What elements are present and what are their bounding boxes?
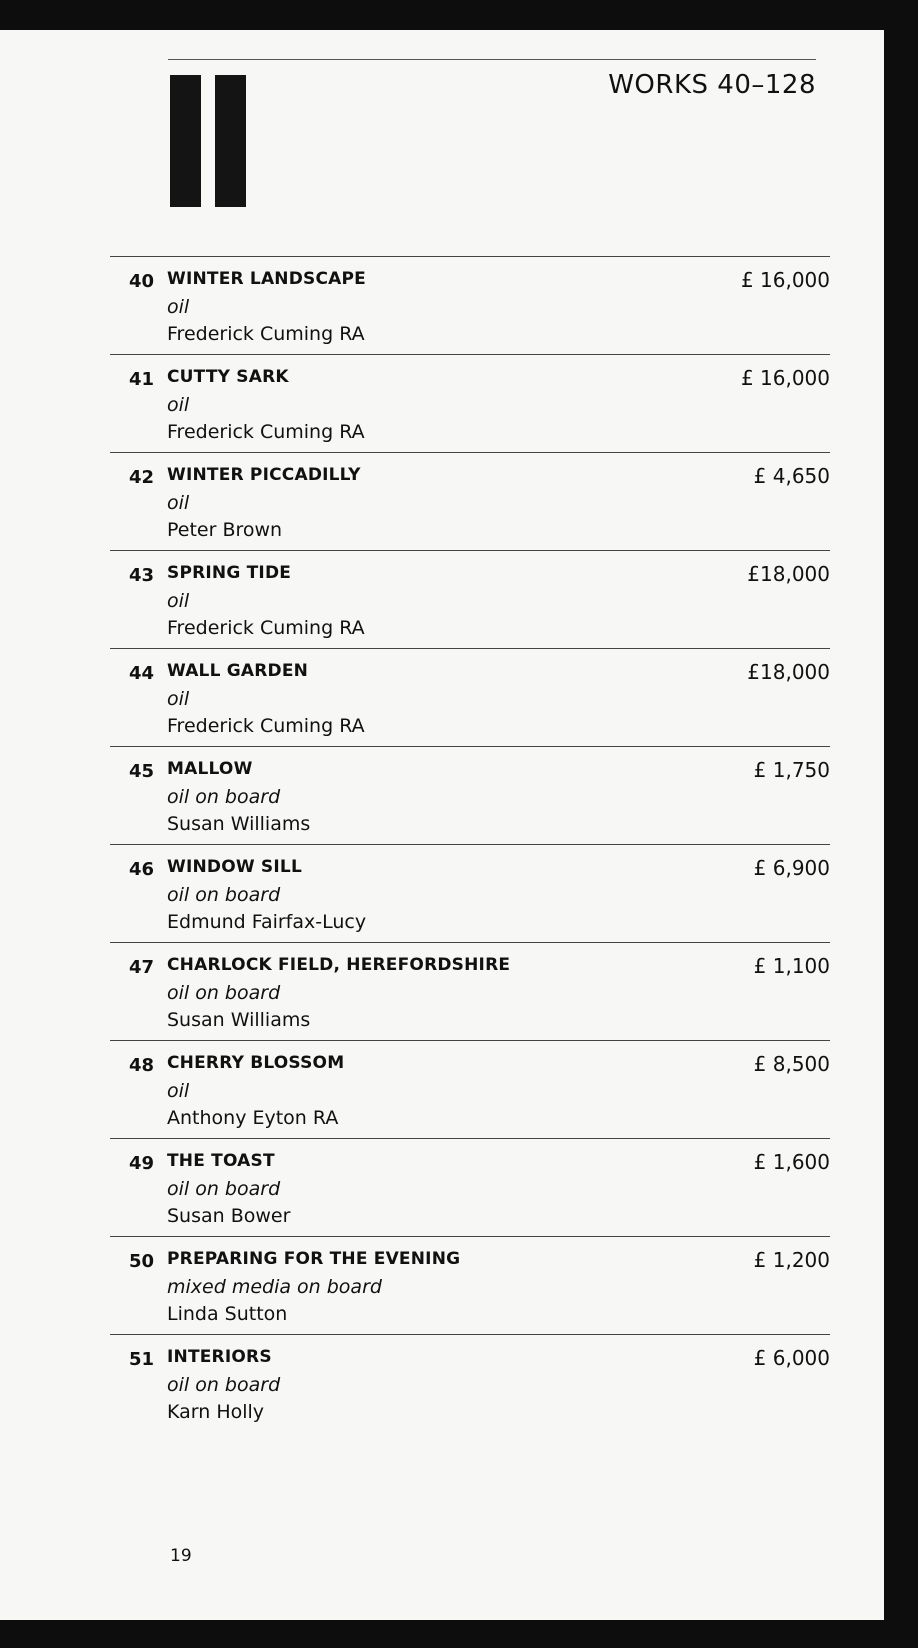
work-artist: Susan Bower	[167, 1205, 291, 1227]
work-number: 51	[128, 1349, 154, 1370]
page-number: 19	[170, 1546, 192, 1566]
numeral-bar	[170, 75, 201, 207]
work-number: 46	[128, 859, 154, 880]
work-artist: Linda Sutton	[167, 1303, 288, 1325]
work-entry	[110, 844, 830, 942]
work-title: WALL GARDEN	[167, 661, 309, 681]
works-list	[110, 256, 830, 1432]
work-price: £ 1,200	[753, 1248, 830, 1272]
work-title: INTERIORS	[167, 1347, 272, 1367]
work-entry	[110, 942, 830, 1040]
work-medium: mixed media on board	[167, 1276, 382, 1298]
numeral-bar	[215, 75, 246, 207]
work-medium: oil	[167, 688, 190, 710]
work-price: £ 4,650	[753, 464, 830, 488]
work-entry	[110, 1040, 830, 1138]
work-number: 44	[128, 663, 154, 684]
work-artist: Peter Brown	[167, 519, 283, 541]
work-entry	[110, 550, 830, 648]
work-artist: Frederick Cuming RA	[167, 323, 365, 345]
work-price: £ 1,100	[753, 954, 830, 978]
work-number: 41	[128, 369, 154, 390]
work-medium: oil	[167, 492, 190, 514]
work-title: WINDOW SILL	[167, 857, 302, 877]
work-entry	[110, 746, 830, 844]
work-number: 40	[128, 271, 154, 292]
work-entry	[110, 354, 830, 452]
work-entry	[110, 1236, 830, 1334]
work-medium: oil	[167, 394, 190, 416]
work-artist: Frederick Cuming RA	[167, 715, 365, 737]
work-title: PREPARING FOR THE EVENING	[167, 1249, 461, 1269]
work-price: £ 1,750	[753, 758, 830, 782]
work-number: 43	[128, 565, 154, 586]
work-price: £ 6,900	[753, 856, 830, 880]
work-medium: oil on board	[167, 1178, 281, 1200]
work-number: 47	[128, 957, 154, 978]
work-title: CHARLOCK FIELD, HEREFORDSHIRE	[167, 955, 511, 975]
work-entry	[110, 256, 830, 354]
work-entry	[110, 1334, 830, 1432]
work-title: CHERRY BLOSSOM	[167, 1053, 345, 1073]
work-price: £ 16,000	[740, 366, 830, 390]
work-number: 50	[128, 1251, 154, 1272]
work-artist: Frederick Cuming RA	[167, 421, 365, 443]
work-price: £ 16,000	[740, 268, 830, 292]
work-title: THE TOAST	[167, 1151, 275, 1171]
work-title: SPRING TIDE	[167, 563, 292, 583]
work-title: WINTER PICCADILLY	[167, 465, 361, 485]
work-medium: oil on board	[167, 884, 281, 906]
work-artist: Susan Williams	[167, 813, 311, 835]
section-title: WORKS 40–128	[608, 70, 816, 100]
work-artist: Karn Holly	[167, 1401, 265, 1423]
work-number: 45	[128, 761, 154, 782]
work-title: MALLOW	[167, 759, 253, 779]
work-price: £18,000	[747, 660, 830, 684]
work-medium: oil	[167, 1080, 190, 1102]
work-medium: oil on board	[167, 982, 281, 1004]
work-number: 49	[128, 1153, 154, 1174]
roman-numeral-ii-graphic	[170, 75, 246, 207]
work-price: £ 6,000	[753, 1346, 830, 1370]
catalogue-page	[0, 30, 884, 1620]
work-entry	[110, 452, 830, 550]
work-title: WINTER LANDSCAPE	[167, 269, 366, 289]
work-number: 48	[128, 1055, 154, 1076]
work-number: 42	[128, 467, 154, 488]
work-medium: oil on board	[167, 786, 281, 808]
top-rule	[168, 59, 816, 60]
work-artist: Susan Williams	[167, 1009, 311, 1031]
work-price: £18,000	[747, 562, 830, 586]
work-medium: oil	[167, 590, 190, 612]
work-price: £ 8,500	[753, 1052, 830, 1076]
work-title: CUTTY SARK	[167, 367, 289, 387]
work-entry	[110, 1138, 830, 1236]
work-artist: Edmund Fairfax-Lucy	[167, 911, 367, 933]
work-price: £ 1,600	[753, 1150, 830, 1174]
work-medium: oil on board	[167, 1374, 281, 1396]
work-entry	[110, 648, 830, 746]
work-artist: Frederick Cuming RA	[167, 617, 365, 639]
work-medium: oil	[167, 296, 190, 318]
work-artist: Anthony Eyton RA	[167, 1107, 339, 1129]
